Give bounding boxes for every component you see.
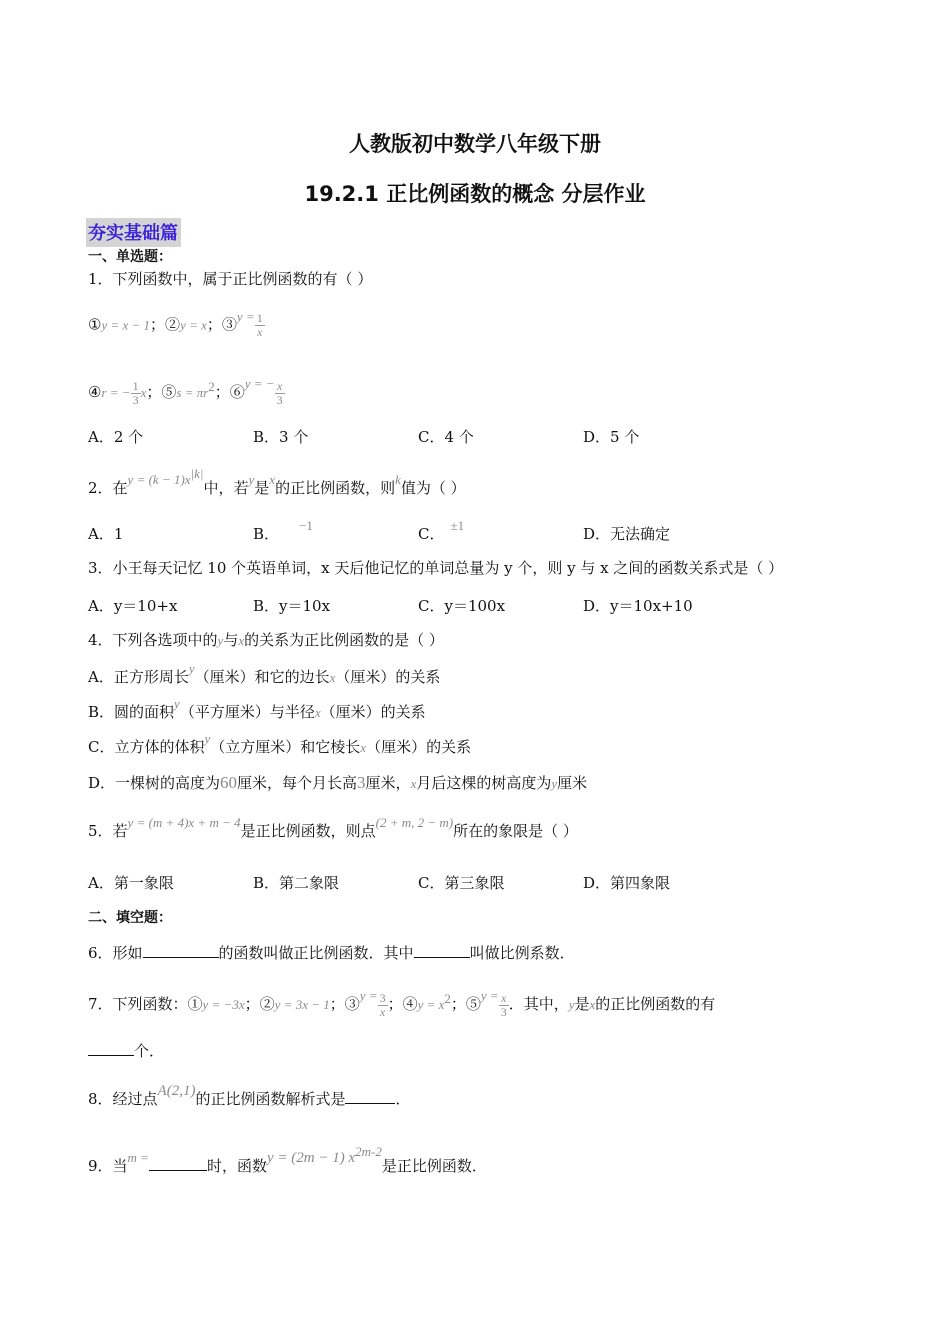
q2-option-c: C． ±1 [418, 518, 465, 543]
q2-option-b: B． −1 [253, 518, 313, 543]
q5-option-c: C．第三象限 [418, 874, 505, 892]
q3-option-c: C．y＝100x [418, 597, 506, 615]
q1-choices-row1: ①y = x − 1；②y = x；③y = $\frac{1}{x}$ [88, 308, 263, 339]
q3-option-b: B．y＝10x [253, 597, 331, 615]
document-subtitle: 19.2.1 正比例函数的概念 分层作业 [304, 182, 646, 206]
q4-option-c: C．立方体的体积y（立方厘米）和它棱长x（厘米）的关系 [88, 731, 472, 756]
q1-f1: y = x − 1 [101, 317, 151, 333]
q5-point: (2 + m, 2 − m) [375, 815, 454, 830]
q1-option-c: C．4 个 [418, 428, 474, 446]
q2-stem: 2．在$y = (k - 1)x^{|k|}$中，若y是x的正比例函数，则k值为（ ） [88, 466, 466, 497]
q7-stem: 7．下列函数：①y = −3x；②y = 3x − 1；③y = $\frac{3}{x}$ ；④y = $x^2$；⑤y = $\frac{x}{3}$ ．其中，y是x的正比例函数的有 [88, 988, 716, 1019]
q1-stem: 1．下列函数中，属于正比例函数的有（ ） [88, 270, 373, 288]
q6-blank-2[interactable] [414, 943, 470, 958]
q7-continuation: 个． [88, 1040, 164, 1062]
q1-option-a: A．2 个 [88, 428, 144, 446]
q4-option-d: D．一棵树的高度为60厘米，每个月长高3厘米，x月后这棵的树高度为y厘米 [88, 773, 588, 792]
q2-option-a: A．1 [88, 525, 124, 543]
q2-formula: y = (k − 1)x [127, 472, 191, 487]
q7-f5-fraction: $\frac{x}{3}$ [500, 990, 507, 1019]
q5-option-b: B．第二象限 [253, 874, 340, 892]
q1-f6-fraction: $\frac{x}{3}$ [276, 378, 283, 407]
q5-formula: y = (m + 4)x + m − 4 [127, 815, 241, 830]
q9-stem: 9．当m = 时，函数y = (2m − 1) $x^{2m-2}$是正比例函数． [88, 1144, 487, 1175]
q1-option-b: B．3 个 [253, 428, 309, 446]
q8-point: A(2,1) [157, 1083, 196, 1099]
q5-option-a: A．第一象限 [88, 874, 174, 892]
q5-stem: 5．若y = (m + 4)x + m − 4是正比例函数，则点(2 + m, 2 − m)所在的象限是（ ） [88, 815, 578, 840]
q4-stem: 4．下列各选项中的y与x的关系为正比例函数的是（ ） [88, 631, 444, 649]
q9-blank[interactable] [149, 1156, 207, 1171]
document-title: 人教版初中数学八年级下册 [349, 132, 601, 156]
q7-blank[interactable] [88, 1041, 134, 1056]
q8-stem: 8．经过点A(2,1)的正比例函数解析式是 ． [88, 1083, 411, 1108]
section-tag: 夯实基础篇 [86, 218, 181, 247]
q6-blank-1[interactable] [143, 943, 219, 958]
q3-option-a: A．y＝10+x [88, 597, 178, 615]
q2-option-d: D．无法确定 [583, 525, 671, 543]
q9-formula: y = (2m − 1) x [266, 1150, 356, 1166]
q4-option-b: B．圆的面积y（平方厘米）与半径x（厘米）的关系 [88, 696, 426, 721]
q1-f3-fraction: $\frac{1}{x}$ [256, 311, 263, 339]
q8-blank[interactable] [345, 1089, 395, 1104]
q1-choices-row2: ④r = − $\frac{1}{3}$ x；⑤s = $\pi r^2$；⑥y = − $\frac{x}{3}$ [88, 376, 283, 407]
q1-option-d: D．5 个 [583, 428, 640, 446]
q1-f4-fraction: $\frac{1}{3}$ [132, 378, 139, 407]
q7-f3-fraction: $\frac{3}{x}$ [379, 990, 386, 1019]
q3-stem: 3．小王每天记忆 10 个英语单词，x 天后他记忆的单词总量为 y 个，则 y 与 x 之间的函数关系式是（ ） [88, 559, 784, 577]
part1-heading: 一、单选题： [88, 249, 172, 265]
part2-heading: 二、填空题： [88, 910, 172, 926]
q3-option-d: D．y＝10x+10 [583, 597, 693, 615]
q1-f2: y = x [180, 317, 207, 333]
q4-option-a: A．正方形周长y（厘米）和它的边长x（厘米）的关系 [88, 661, 441, 686]
q5-option-d: D．第四象限 [583, 874, 671, 892]
q6-stem: 6．形如 的函数叫做正比例函数．其中 叫做比例系数． [88, 944, 575, 962]
